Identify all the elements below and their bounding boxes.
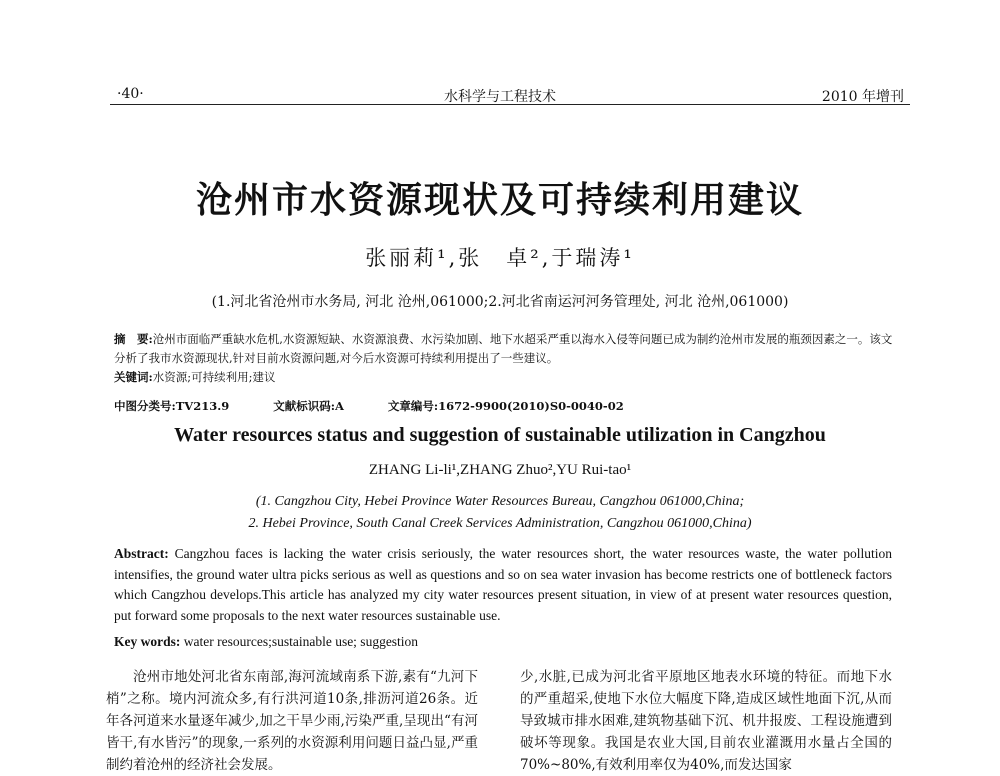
keywords-chinese-label: 关键词: [114, 370, 153, 384]
abstract-chinese-label: 摘 要: [114, 332, 153, 346]
abstract-english-text: Cangzhou faces is lacking the water crisis seriously, the water resources short, the water resources waste, the water pollution intensifies, the ground water ultra picks serious as well as questions and so on sea water invasion has become restricts one of bottleneck factors which Cangzhou develops.This article has analyzed my city water resources present situation, in view of at present water resources question, put forward some proposals to the next water resources sustainable use. [114, 546, 892, 623]
classification-row [114, 398, 624, 414]
abstract-english [114, 544, 892, 626]
abstract-chinese-text: 沧州市面临严重缺水危机,水资源短缺、水资源浪费、水污染加剧、地下水超采严重以海水入侵等问题已成为制约沧州市发展的瓶颈因素之一。该文分析了我市水资源现状,针对目前水资源问题,对今后水资源可持续利用提出了一些建议。 [114, 332, 893, 365]
keywords-english [114, 634, 418, 650]
abstract-english-label: Abstract: [114, 546, 169, 561]
keywords-chinese [114, 368, 894, 387]
issue-label: 2010 年增刊 [821, 89, 904, 105]
body-column-left: 沧州市地处河北省东南部,海河流域南系下游,素有“九河下梢”之称。境内河流众多,有行洪河道10条,排沥河道26条。近年各河道来水量逐年减少,加之干旱少雨,污染严重,呈现出“有河皆干,有水皆污”的现象,一系列的水资源利用问题日益凸显,严重制约着沧州的经济社会发展。 [106, 669, 478, 773]
document-code: 文献标识码:A [273, 399, 344, 413]
authors-english: ZHANG Li-li¹,ZHANG Zhuo²,YU Rui-tao¹ [368, 462, 632, 478]
affiliation-chinese: (1.河北省沧州市水务局, 河北 沧州,061000;2.河北省南运河河务管理处, 河北 沧州,061000) [211, 294, 789, 310]
title-chinese: 沧州市水资源现状及可持续利用建议 [195, 180, 804, 221]
header-rule [110, 104, 910, 105]
article-number: 文章编号:1672-9900(2010)S0-0040-02 [387, 399, 624, 413]
clc-number: 中图分类号:TV213.9 [114, 399, 230, 413]
abstract-chinese [114, 330, 894, 387]
authors-chinese: 张丽莉¹,张 卓²,于瑞涛¹ [365, 246, 635, 270]
keywords-chinese-text: 水资源;可持续利用;建议 [152, 370, 276, 384]
affiliation-english-2: 2. Hebei Province, South Canal Creek Services Administration, Cangzhou 061000,China) [248, 516, 752, 531]
affiliation-english-1: (1. Cangzhou City, Hebei Province Water Resources Bureau, Cangzhou 061000,China; [255, 494, 745, 509]
keywords-english-text: water resources;sustainable use; suggestion [183, 634, 419, 649]
page-number: ·40· [117, 86, 144, 102]
abstract-chinese-body [114, 330, 894, 368]
journal-name: 水科学与工程技术 [444, 89, 556, 105]
body-column-right: 少,水脏,已成为河北省平原地区地表水环境的特征。而地下水的严重超采,使地下水位大幅度下降,造成区域性地面下沉,从而导致城市排水困难,建筑物基础下沉、机井报废、工程设施遭到破坏等现象。我国是农业大国,目前农业灌溉用水量占全国的70%~80%,有效利用率仅为40%,而发达国家 [520, 669, 892, 773]
title-english: Water resources status and suggestion of sustainable utilization in Cangzhou [174, 424, 826, 446]
keywords-english-label: Key words: [114, 634, 181, 649]
